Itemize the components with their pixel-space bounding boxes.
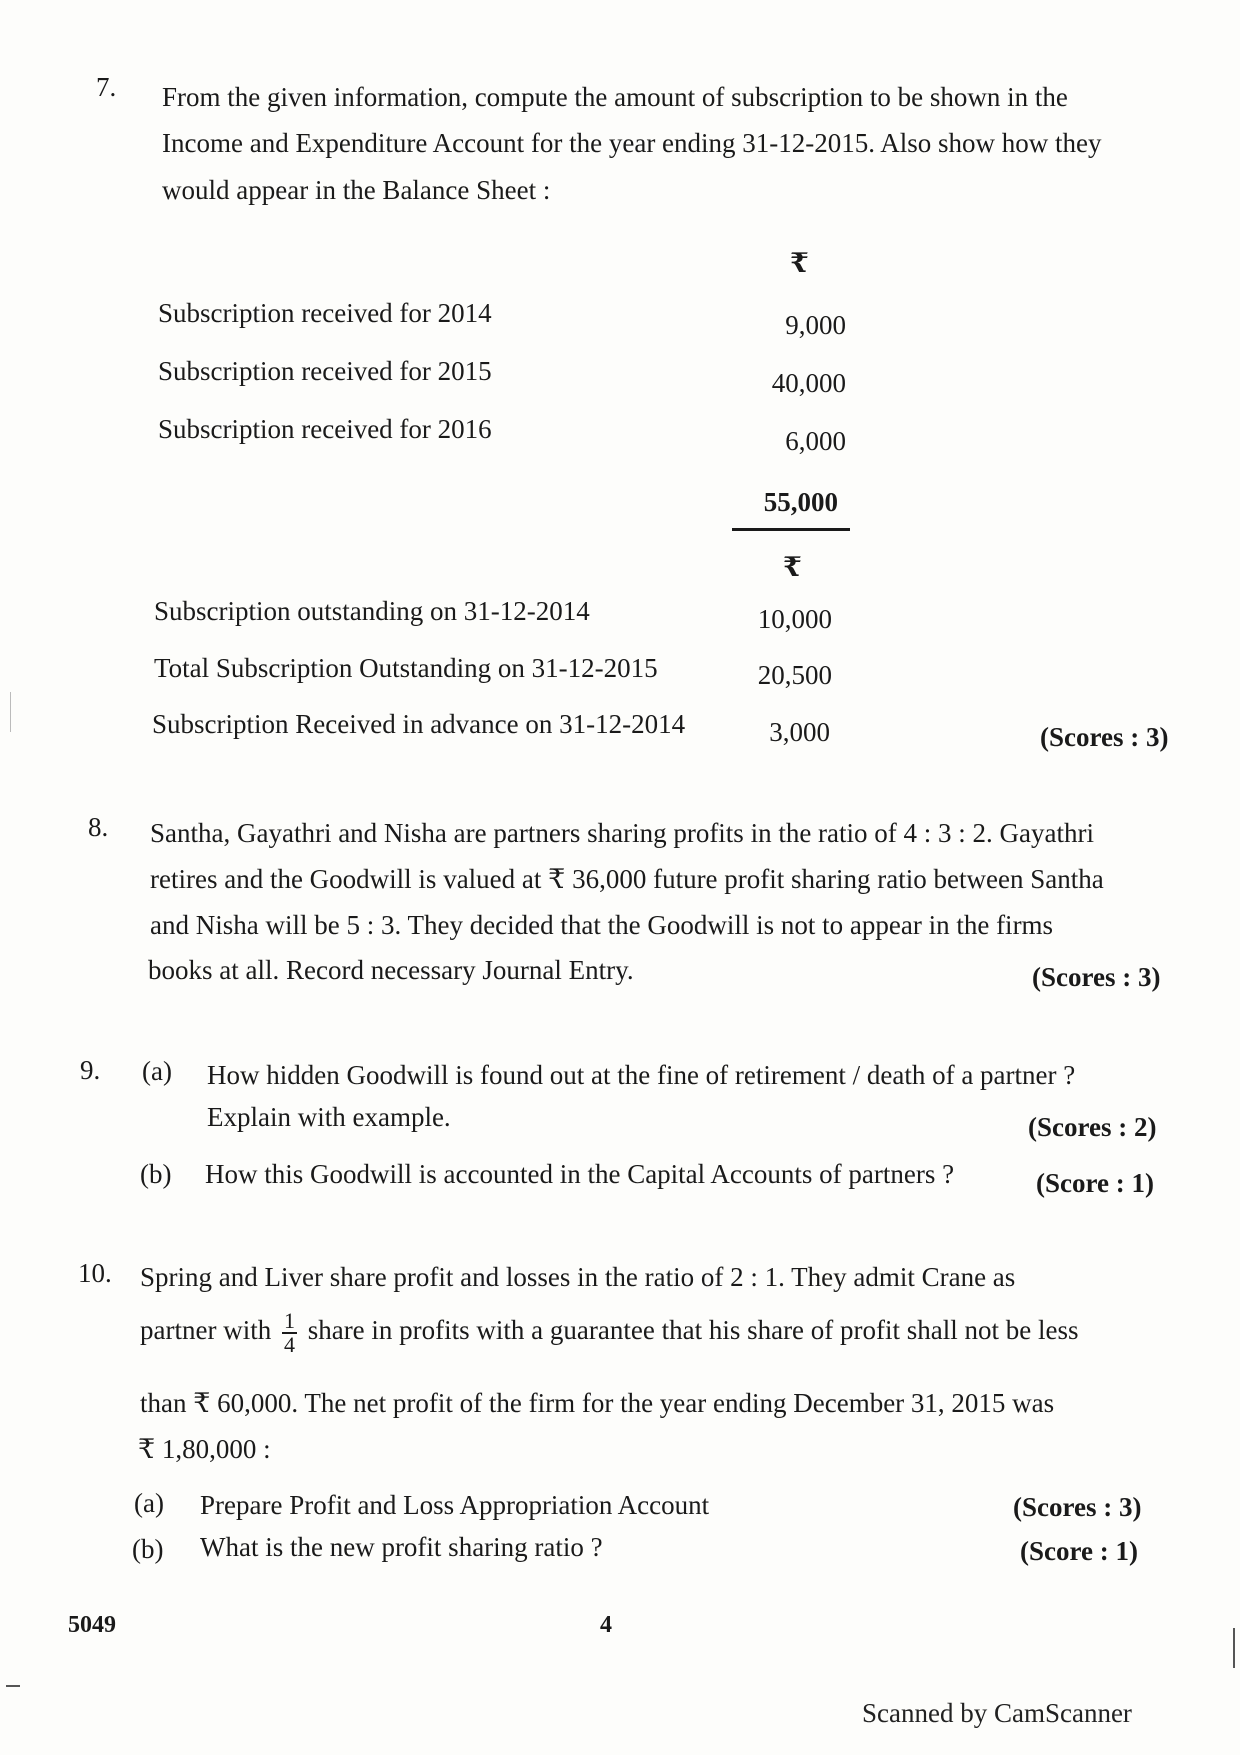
question-text: What is the new profit sharing ratio ?: [200, 1532, 603, 1562]
currency-symbol: ₹: [783, 552, 802, 582]
table-row-amount: 3,000: [769, 717, 830, 747]
sub-question-label: (b): [140, 1159, 172, 1189]
question-text: Income and Expenditure Account for the year ending 31-12-2015. Also show how they: [162, 128, 1102, 158]
question-text: retires and the Goodwill is valued at ₹ 36,000 future profit sharing ratio between Santha: [150, 864, 1104, 894]
question-text: How hidden Goodwill is found out at the fine of retirement / death of a partner ?: [207, 1060, 1076, 1090]
score-label: (Scores : 2): [1028, 1112, 1157, 1142]
question-number: 10.: [78, 1258, 112, 1288]
question-text: than ₹ 60,000. The net profit of the firm for the year ending December 31, 2015 was: [140, 1388, 1055, 1418]
scanner-watermark: Scanned by CamScanner: [862, 1698, 1132, 1728]
question-text: would appear in the Balance Sheet :: [162, 175, 551, 205]
question-text: Explain with example.: [207, 1102, 451, 1132]
score-label: (Scores : 3): [1013, 1492, 1142, 1522]
question-text: ₹ 1,80,000 :: [138, 1434, 271, 1464]
table-row-amount: 9,000: [785, 310, 846, 340]
scan-mark: [10, 692, 11, 732]
fraction: [282, 1310, 297, 1356]
question-text: [140, 1310, 1079, 1356]
sub-question-label: (a): [134, 1488, 164, 1518]
table-row-label: Total Subscription Outstanding on 31-12-2015: [154, 653, 658, 683]
table-row-amount: 6,000: [785, 426, 846, 456]
table-row-label: Subscription outstanding on 31-12-2014: [154, 596, 590, 626]
scan-mark: [1233, 1628, 1235, 1668]
question-number: 8.: [88, 812, 109, 842]
table-row-amount: 10,000: [757, 604, 832, 634]
question-text: Spring and Liver share profit and losses in the ratio of 2 : 1. They admit Crane as: [140, 1262, 1016, 1292]
question-text: books at all. Record necessary Journal Entry.: [148, 955, 634, 985]
table-row-label: Subscription received for 2016: [158, 414, 492, 444]
sub-question-label: (b): [132, 1534, 164, 1564]
table-row-amount: 20,500: [757, 660, 832, 690]
sub-question-label: (a): [142, 1056, 172, 1086]
total-underline: [732, 528, 850, 531]
question-text-part: share in profits with a guarantee that his share of profit shall not be less: [307, 1315, 1079, 1346]
fraction-numerator: 1: [283, 1308, 295, 1333]
question-number: 9.: [80, 1055, 101, 1085]
score-label: (Scores : 3): [1040, 722, 1169, 752]
fraction-denominator: 4: [283, 1332, 295, 1357]
score-label: (Score : 1): [1036, 1168, 1154, 1198]
question-text: How this Goodwill is accounted in the Capital Accounts of partners ?: [205, 1159, 955, 1189]
scan-mark: [6, 1685, 20, 1687]
question-text-part: partner with: [140, 1315, 272, 1346]
table-total: 55,000: [763, 487, 838, 517]
table-row-label: Subscription received for 2014: [158, 298, 492, 328]
page-number: 4: [600, 1612, 612, 1638]
question-text: Prepare Profit and Loss Appropriation Account: [200, 1490, 710, 1520]
question-number: 7.: [96, 72, 117, 102]
table-row-label: Subscription Received in advance on 31-12-2014: [152, 709, 686, 739]
table-row-label: Subscription received for 2015: [158, 356, 492, 386]
table-row-amount: 40,000: [771, 368, 846, 398]
score-label: (Scores : 3): [1032, 962, 1161, 992]
question-text: Santha, Gayathri and Nisha are partners sharing profits in the ratio of 4 : 3 : 2. Gayathri: [150, 818, 1094, 848]
question-text: From the given information, compute the amount of subscription to be shown in the: [162, 82, 1068, 112]
paper-code: 5049: [68, 1612, 116, 1638]
currency-symbol: ₹: [790, 248, 809, 278]
score-label: (Score : 1): [1020, 1536, 1138, 1566]
question-text: and Nisha will be 5 : 3. They decided that the Goodwill is not to appear in the firms: [150, 910, 1054, 940]
